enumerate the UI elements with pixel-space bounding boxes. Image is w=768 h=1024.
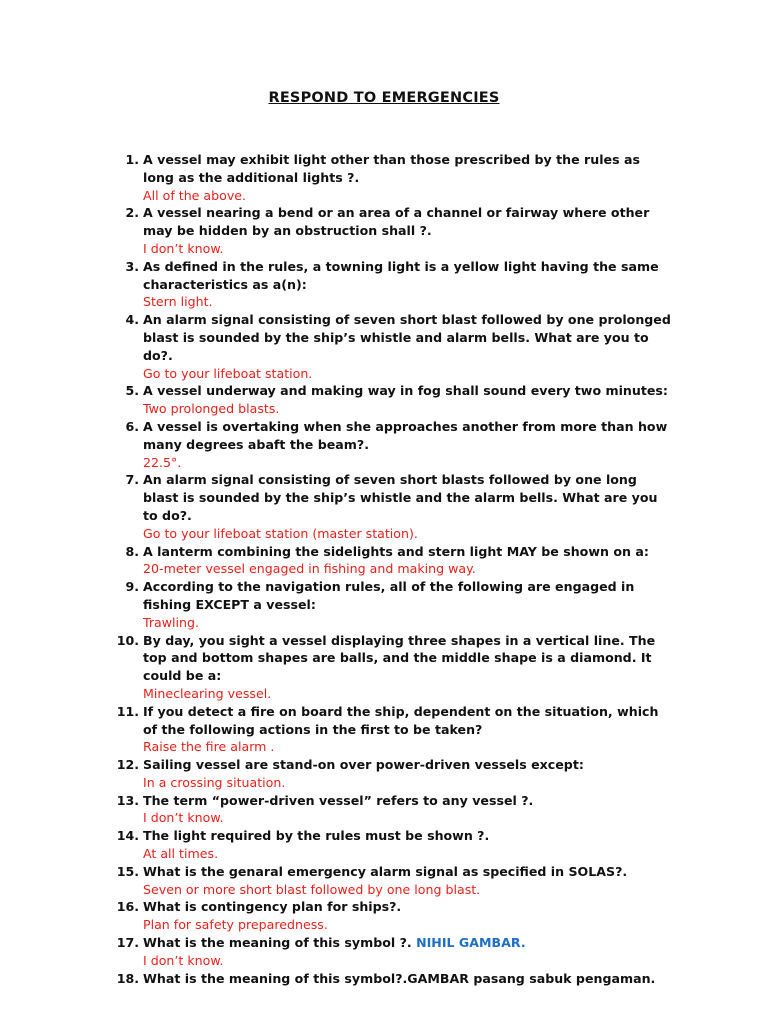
question-text [143, 418, 672, 454]
question-number: 10. [116, 632, 139, 648]
answer-text: I don’t know. [143, 240, 224, 256]
list-item [112, 418, 672, 471]
answer-text: Plan for safety preparedness. [143, 917, 328, 933]
question-body [139, 898, 672, 934]
question-label: The term “power-driven vessel” refers to any vessel ?. [143, 792, 534, 808]
question-body [139, 311, 672, 382]
question-body [139, 578, 672, 631]
answer-text: All of the above. [143, 187, 247, 203]
question-text [143, 578, 672, 614]
question-body [139, 543, 672, 579]
list-item [112, 258, 672, 311]
question-number: 8. [125, 543, 139, 559]
question-number: 12. [116, 757, 139, 773]
question-body [139, 792, 672, 828]
question-body [139, 632, 672, 703]
question-body [139, 863, 672, 899]
question-label: An alarm signal consisting of seven short blast followed by one prolonged blast is sounded by the ship’s whistle and alarm bells. What are you to do?. [143, 312, 671, 363]
question-text [143, 970, 672, 988]
question-text [143, 471, 672, 524]
question-text [143, 382, 672, 400]
question-label: What is the meaning of this symbol?.GAMBAR pasang sabuk pengaman. [143, 970, 656, 986]
question-body [139, 258, 672, 311]
question-number: 1. [125, 152, 139, 167]
question-number: 7. [125, 472, 139, 488]
answer-text: Seven or more short blast followed by one long blast. [143, 881, 481, 897]
question-text [143, 258, 672, 294]
question-body [139, 151, 672, 204]
question-text [143, 632, 672, 685]
question-body [139, 703, 672, 756]
question-label: By day, you sight a vessel displaying three shapes in a vertical line. The top and bottom shapes are balls, and the middle shape is a diamond. It could be a: [143, 632, 656, 684]
question-body [139, 970, 672, 988]
list-item [112, 382, 672, 418]
question-number: 13. [116, 792, 139, 808]
answer-text: Mineclearing vessel. [143, 685, 272, 701]
question-number: 4. [125, 312, 139, 328]
list-item [112, 898, 672, 934]
list-item [112, 827, 672, 863]
question-body [139, 471, 672, 542]
question-number: 11. [116, 703, 139, 719]
question-number: 16. [116, 899, 139, 915]
question-label: What is the genaral emergency alarm signal as specified in SOLAS?. [143, 863, 628, 879]
question-number: 18. [116, 970, 139, 986]
question-number: 3. [125, 258, 139, 274]
answer-text: Go to your lifeboat station (master station). [143, 525, 418, 541]
question-number: 2. [125, 205, 139, 221]
question-text [143, 311, 672, 364]
question-body [139, 382, 672, 418]
answer-text: I don’t know. [143, 952, 224, 968]
question-label: Sailing vessel are stand-on over power-driven vessels except: [143, 757, 584, 773]
question-label: If you detect a fire on board the ship, dependent on the situation, which of the following actions in the first to be taken? [143, 703, 659, 737]
answer-text: Trawling. [143, 614, 200, 630]
question-number: 5. [125, 383, 139, 399]
answer-text: 22.5°. [143, 454, 182, 470]
list-item [112, 703, 672, 756]
list-item [112, 204, 672, 257]
question-text [143, 756, 672, 774]
list-item [112, 970, 672, 988]
page-title: RESPOND TO EMERGENCIES [268, 90, 500, 106]
question-text [143, 827, 672, 845]
answer-text: Stern light. [143, 294, 213, 310]
question-label: A vessel may exhibit light other than those prescribed by the rules as long as the additional lights ?. [143, 152, 640, 185]
list-item [112, 756, 672, 792]
question-label: A vessel nearing a bend or an area of a channel or fairway where other may be hidden by an obstruction shall ?. [143, 205, 650, 239]
answer-text: In a crossing situation. [143, 774, 286, 790]
question-body [139, 204, 672, 257]
answer-text: I don’t know. [143, 810, 224, 826]
question-text [143, 703, 672, 739]
list-item [112, 632, 672, 703]
question-label: What is the meaning of this symbol ?. [143, 935, 412, 951]
list-item [112, 471, 672, 542]
list-item [112, 863, 672, 899]
question-label: What is contingency plan for ships?. [143, 899, 402, 915]
answer-text: Go to your lifeboat station. [143, 365, 313, 381]
question-text [143, 934, 672, 952]
question-text [143, 898, 672, 916]
question-label: As defined in the rules, a towning light is a yellow light having the same characteristics as a(n): [143, 258, 659, 292]
question-note: NIHIL GAMBAR. [416, 935, 526, 951]
question-body [139, 756, 672, 792]
question-label: A vessel is overtaking when she approaches another from more than how many degrees abaft the beam?. [143, 418, 668, 452]
question-body [139, 934, 672, 970]
question-number: 14. [116, 828, 139, 844]
question-text [143, 792, 672, 810]
list-item [112, 792, 672, 828]
question-number: 15. [116, 863, 139, 879]
question-label: A vessel underway and making way in fog shall sound every two minutes: [143, 383, 668, 399]
question-text [143, 543, 672, 561]
list-item [112, 151, 672, 204]
question-text [143, 863, 672, 881]
answer-text: Raise the fire alarm . [143, 739, 275, 755]
question-number: 17. [116, 935, 139, 951]
list-item [112, 578, 672, 631]
question-body [139, 827, 672, 863]
answer-text: 20-meter vessel engaged in fishing and making way. [143, 561, 476, 577]
question-list [112, 151, 672, 987]
answer-text: Two prolonged blasts. [143, 401, 280, 417]
list-item [112, 543, 672, 579]
answer-text: At all times. [143, 846, 219, 862]
question-label: A lanterm combining the sidelights and stern light MAY be shown on a: [143, 543, 649, 559]
question-label: An alarm signal consisting of seven short blasts followed by one long blast is sounded by the ship’s whistle and the alarm bells. What are you to do?. [143, 472, 658, 523]
question-label: According to the navigation rules, all of the following are engaged in fishing EXCEPT a vessel: [143, 579, 635, 612]
list-item [112, 311, 672, 382]
question-number: 9. [125, 579, 139, 595]
list-item [112, 934, 672, 970]
question-body [139, 418, 672, 471]
question-text [143, 204, 672, 240]
question-text [143, 151, 672, 187]
question-label: The light required by the rules must be shown ?. [143, 828, 490, 844]
question-number: 6. [125, 418, 139, 434]
